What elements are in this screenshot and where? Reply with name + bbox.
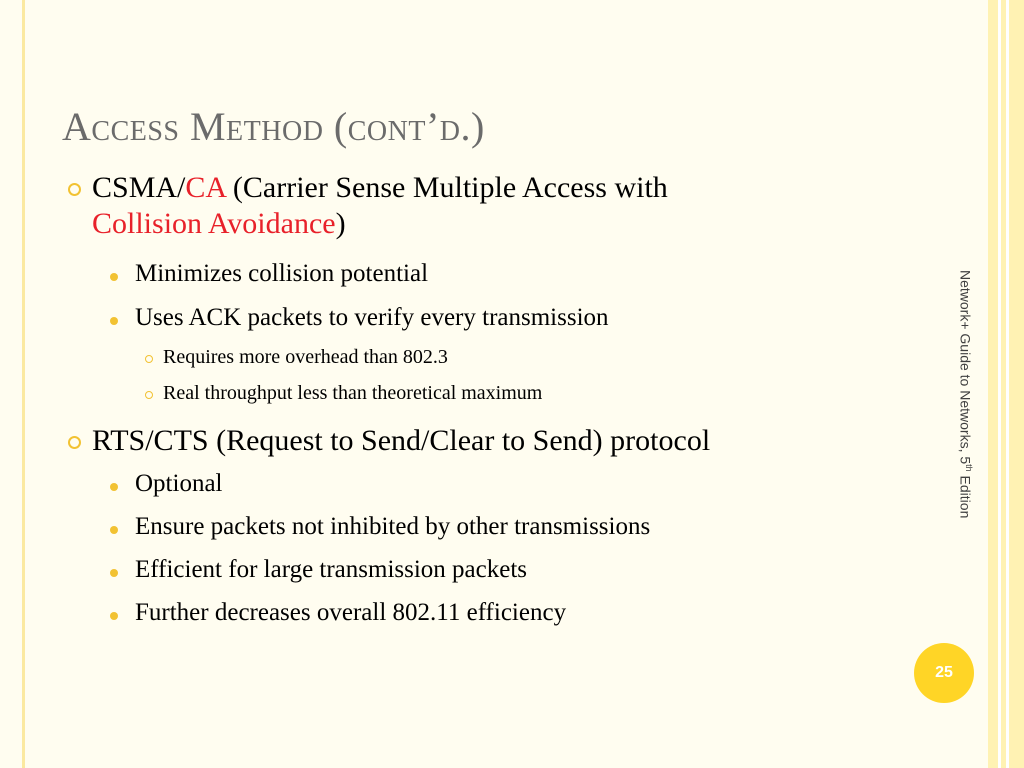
dot-bullet-icon bbox=[110, 483, 118, 491]
bullet-rts-cts: RTS/CTS (Request to Send/Clear to Send) protocol bbox=[92, 424, 711, 457]
side-footer-sup: th bbox=[964, 464, 974, 472]
bullet-text: CSMA/ bbox=[92, 171, 186, 204]
band-stripe bbox=[1006, 0, 1009, 768]
sub-sub-bullet: Real throughput less than theoretical maximum bbox=[163, 382, 543, 404]
bullet-text: ) bbox=[335, 207, 346, 240]
right-decorative-band bbox=[988, 0, 1024, 768]
dot-bullet-icon bbox=[110, 569, 118, 577]
sub-bullet: Uses ACK packets to verify every transmission bbox=[135, 304, 609, 331]
bullet-csma-ca bbox=[92, 170, 668, 242]
sub-sub-bullet: Requires more overhead than 802.3 bbox=[163, 346, 448, 368]
ring-bullet-icon bbox=[145, 391, 153, 399]
side-footer-edition: Edition bbox=[957, 471, 974, 519]
dot-bullet-icon bbox=[110, 612, 118, 620]
ring-bullet-icon bbox=[145, 355, 153, 363]
side-footer-main: Network+ Guide to Networks, 5 bbox=[957, 270, 974, 465]
sub-bullet: Efficient for large transmission packets bbox=[135, 556, 528, 583]
band-stripe bbox=[998, 0, 1001, 768]
sub-bullet: Ensure packets not inhibited by other transmissions bbox=[135, 513, 651, 540]
highlight-text: Collision Avoidance bbox=[92, 207, 336, 240]
slide-title: Access Method (cont’d.) bbox=[62, 104, 485, 149]
page-number: 25 bbox=[935, 664, 953, 681]
bullet-text: (Carrier Sense Multiple Access with bbox=[225, 171, 668, 204]
dot-bullet-icon bbox=[110, 273, 118, 281]
sub-bullet: Optional bbox=[135, 470, 223, 497]
side-footer bbox=[952, 270, 976, 574]
sub-bullet: Further decreases overall 802.11 efficiency bbox=[135, 599, 567, 626]
ring-bullet-icon bbox=[68, 436, 81, 449]
left-border-line bbox=[22, 0, 25, 768]
side-footer-text bbox=[957, 270, 974, 574]
dot-bullet-icon bbox=[110, 526, 118, 534]
ring-bullet-icon bbox=[68, 183, 81, 196]
dot-bullet-icon bbox=[110, 317, 118, 325]
highlight-text: CA bbox=[185, 171, 226, 204]
sub-bullet: Minimizes collision potential bbox=[135, 260, 429, 287]
page-number-badge bbox=[914, 643, 974, 703]
